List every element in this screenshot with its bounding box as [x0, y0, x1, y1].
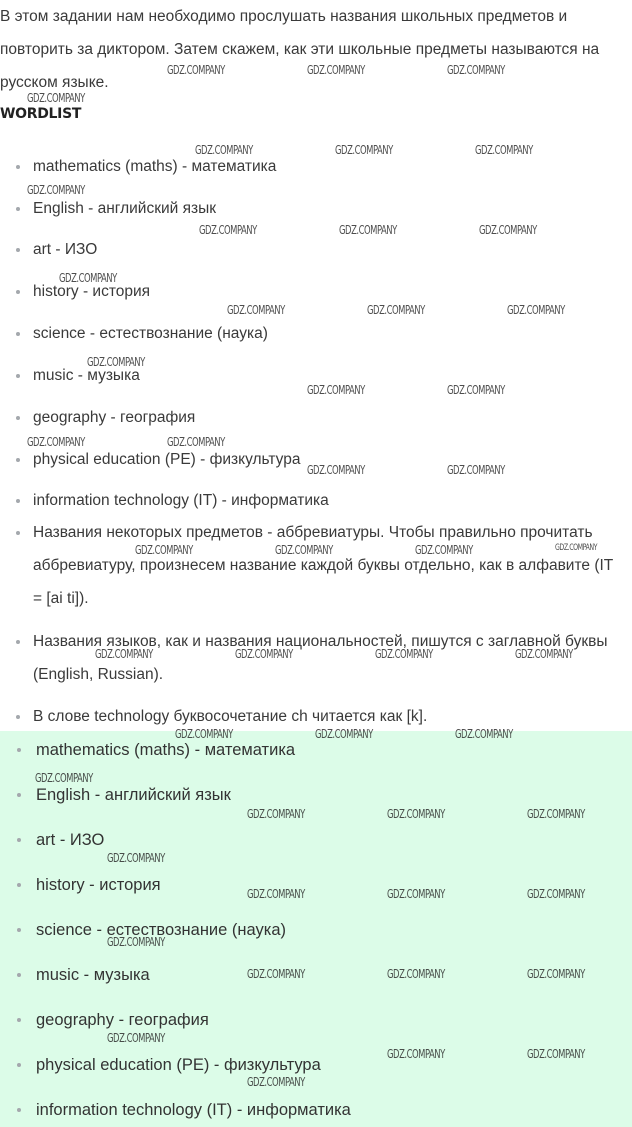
watermark-text: GDZ.COMPANY: [527, 1047, 585, 1061]
watermark-text: GDZ.COMPANY: [375, 647, 433, 661]
watermark-text: GDZ.COMPANY: [167, 63, 225, 77]
watermark-text: GDZ.COMPANY: [87, 355, 145, 369]
list-item-text: geography - география: [36, 1011, 209, 1029]
bullet-icon: [16, 165, 20, 169]
watermark-text: GDZ.COMPANY: [175, 727, 233, 741]
bullet-icon: [17, 928, 21, 932]
list-item-text: English - английский язык: [33, 200, 217, 217]
bullet-icon: [16, 248, 20, 252]
list-item-text: music - музыка: [36, 966, 150, 984]
watermark-text: GDZ.COMPANY: [527, 887, 585, 901]
list-item-text: history - история: [33, 283, 151, 300]
bullet-icon: [16, 207, 20, 211]
watermark-text: GDZ.COMPANY: [387, 887, 445, 901]
bullet-icon: [16, 531, 20, 535]
watermark-text: GDZ.COMPANY: [135, 543, 193, 557]
list-item-text: history - история: [36, 876, 161, 894]
watermark-text: GDZ.COMPANY: [415, 543, 473, 557]
list-item-text: science - естествознание (наука): [36, 921, 287, 939]
watermark-text: GDZ.COMPANY: [247, 1075, 305, 1089]
watermark-text: GDZ.COMPANY: [507, 303, 565, 317]
list-item-text: information technology (IT) - информатика: [33, 492, 329, 509]
watermark-text: GDZ.COMPANY: [387, 1047, 445, 1061]
watermark-text: GDZ.COMPANY: [527, 807, 585, 821]
note-text: Названия некоторых предметов - аббревиатуры. Чтобы правильно прочитать аббревиатуру, произнесем название каждой буквы отдельно, как в алфавите (IT = [ai ti]).: [33, 524, 613, 607]
watermark-text: GDZ.COMPANY: [247, 967, 305, 981]
list-item-text: physical education (PE) - физкультура: [36, 1056, 321, 1074]
watermark-text: GDZ.COMPANY: [307, 383, 365, 397]
list-item-text: art - ИЗО: [36, 831, 105, 849]
list-item-text: science - естествознание (наука): [33, 325, 268, 342]
watermark-text: GDZ.COMPANY: [107, 1031, 165, 1045]
watermark-text: GDZ.COMPANY: [59, 271, 117, 285]
list-item-text: art - ИЗО: [33, 241, 98, 258]
watermark-text: GDZ.COMPANY: [247, 807, 305, 821]
list-item-text: information technology (IT) - информатика: [36, 1101, 351, 1119]
watermark-text: GDZ.COMPANY: [455, 727, 513, 741]
watermark-text: GDZ.COMPANY: [315, 727, 373, 741]
bullet-icon: [17, 1108, 21, 1112]
watermark-text: GDZ.COMPANY: [387, 807, 445, 821]
bullet-icon: [16, 499, 20, 503]
watermark-text: GDZ.COMPANY: [387, 967, 445, 981]
watermark-text: GDZ.COMPANY: [307, 463, 365, 477]
list-item-text: music - музыка: [33, 367, 140, 384]
watermark-text: GDZ.COMPANY: [479, 223, 537, 237]
watermark-text: GDZ.COMPANY: [475, 143, 533, 157]
bullet-icon: [16, 290, 20, 294]
watermark-text: GDZ.COMPANY: [339, 223, 397, 237]
bullet-icon: [17, 1063, 21, 1067]
wordlist-heading: WORDLIST: [0, 106, 82, 122]
bullet-icon: [17, 838, 21, 842]
bullet-icon: [17, 1018, 21, 1022]
bullet-icon: [16, 374, 20, 378]
list-item-text: physical education (PE) - физкультура: [33, 451, 301, 468]
watermark-text: GDZ.COMPANY: [27, 91, 85, 105]
highlighted-wordlist: [0, 731, 632, 1127]
watermark-text: GDZ.COMPANY: [35, 771, 93, 785]
watermark-text: GDZ.COMPANY: [167, 435, 225, 449]
bullet-icon: [17, 748, 21, 752]
intro-text: В этом задании нам необходимо прослушать названия школьных предметов и повторить за диктором. Затем скажем, как эти школьные предметы называются на русском языке.: [0, 8, 600, 91]
bullet-icon: [16, 416, 20, 420]
watermark-text: GDZ.COMPANY: [555, 543, 598, 553]
watermark-text: GDZ.COMPANY: [447, 63, 505, 77]
bullet-icon: [16, 332, 20, 336]
bullet-icon: [17, 793, 21, 797]
watermark-text: GDZ.COMPANY: [95, 647, 153, 661]
watermark-text: GDZ.COMPANY: [107, 851, 165, 865]
list-item-text: mathematics (maths) - математика: [33, 158, 277, 175]
bullet-icon: [17, 973, 21, 977]
watermark-text: GDZ.COMPANY: [307, 63, 365, 77]
watermark-text: GDZ.COMPANY: [367, 303, 425, 317]
watermark-text: GDZ.COMPANY: [227, 303, 285, 317]
watermark-text: GDZ.COMPANY: [527, 967, 585, 981]
note-text: В слове technology буквосочетание ch читается как [k].: [33, 708, 428, 725]
watermark-text: GDZ.COMPANY: [447, 463, 505, 477]
watermark-text: GDZ.COMPANY: [235, 647, 293, 661]
list-item-text: English - английский язык: [36, 786, 231, 804]
note-text: Названия языков, как и названия национальностей, пишутся с заглавной буквы (English, Russian).: [33, 633, 608, 683]
bullet-icon: [17, 883, 21, 887]
watermark-text: GDZ.COMPANY: [27, 435, 85, 449]
watermark-text: GDZ.COMPANY: [515, 647, 573, 661]
watermark-text: GDZ.COMPANY: [275, 543, 333, 557]
bullet-icon: [16, 458, 20, 462]
watermark-text: GDZ.COMPANY: [447, 383, 505, 397]
list-item-text: geography - география: [33, 409, 196, 426]
bullet-icon: [16, 640, 20, 644]
watermark-text: GDZ.COMPANY: [107, 935, 165, 949]
list-item-text: mathematics (maths) - математика: [36, 741, 296, 759]
watermark-text: GDZ.COMPANY: [247, 887, 305, 901]
watermark-text: GDZ.COMPANY: [335, 143, 393, 157]
watermark-text: GDZ.COMPANY: [195, 143, 253, 157]
bullet-icon: [16, 715, 20, 719]
watermark-text: GDZ.COMPANY: [199, 223, 257, 237]
watermark-text: GDZ.COMPANY: [27, 183, 85, 197]
